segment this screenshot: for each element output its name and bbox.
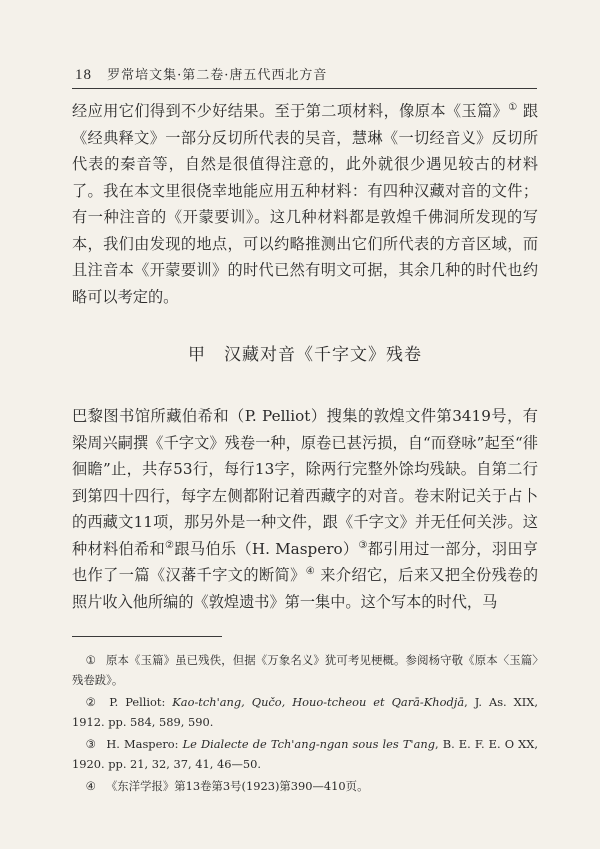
footnote-2 <box>72 692 538 732</box>
footnote-text: 《东洋学报》第13卷第3号(1923)第390—410页。 <box>105 779 369 793</box>
header-title: 罗常培文集·第二卷·唐五代西北方音 <box>107 68 328 83</box>
section-text-2: 跟马伯乐（H. Maspero） <box>174 539 359 558</box>
section-text-3: 都引用过一部分，羽田亨也作了一篇《汉蕃千字文的断简》 <box>72 539 539 585</box>
footnote-ref-3[interactable]: ③ <box>358 539 368 551</box>
section-paragraph <box>72 388 538 630</box>
footnote-1 <box>72 650 538 690</box>
footnote-ref-4[interactable]: ④ <box>305 566 316 578</box>
footnote-mark: ② <box>85 695 100 709</box>
section-text-1: 巴黎图书馆所藏伯希和（P. Pelliot）搜集的敦煌文件第3419号，有梁周兴嗣撰《千字文》残卷一种，原卷已甚污损，自“而登咏”起至“徘徊瞻”止，共存53行，每行13字，除两行完整外馀均残缺。自第二行到第四十四行，每字左侧都附记着西藏字的对音。卷末附记关于占卜的西藏文11项，那另外是一种文件，跟《千字文》并无任何关涉。这种材料伯希和 <box>72 407 538 558</box>
header-rule <box>72 88 537 89</box>
footnote-text: 原本《玉篇》虽已残佚，但据《万象名义》犹可考见梗概。参阅杨守敬《原本〈玉篇〉残卷跋》。 <box>72 653 538 687</box>
section-text-4: 来介绍它，后来又把全份残卷的照片收入他所编的《敦煌遗书》第一集中。这个写本的时代，马 <box>72 566 539 611</box>
footnote-work-title: Le Dialecte de Tch'ang-ngan sous les T'ang <box>182 737 435 751</box>
footnote-mark: ③ <box>85 737 97 751</box>
intro-text-2: 跟《经典释文》一部分反切所代表的吴音，慧琳《一切经音义》反切所代表的秦音等，自然是很值得注意的，此外就很少遇见较古的材料了。我在本文里很侥幸地能应用五种材料：有四种汉藏对音的文件；有一种注音的《开蒙要训》。这几种材料都是敦煌千佛洞所发现的写本，我们由发现的地点，可以约略推测出它们所代表的方音区域，而且注音本《开蒙要训》的时代已然有明文可据，其余几种的时代也约略可以考定的。 <box>72 102 539 306</box>
footnote-mark: ④ <box>85 779 96 793</box>
footnotes <box>72 650 538 798</box>
footnote-author: H. Maspero: <box>106 737 183 751</box>
footnote-author: P. Pelliot: <box>109 695 173 709</box>
footnote-mark: ① <box>85 653 97 667</box>
footnote-rule <box>72 636 222 637</box>
running-header <box>75 64 535 84</box>
footnote-work-title: Kao-tch'ang, Qučo, Houo-tcheou et Qarā-Khodjā <box>172 695 465 709</box>
footnote-citation: , B. E. F. E. O XX, 1920. pp. 21, 32, 37, 41, 46—50. <box>72 737 538 771</box>
footnote-3 <box>72 734 538 774</box>
intro-paragraph <box>72 98 538 310</box>
footnote-ref-1[interactable]: ① <box>508 101 518 113</box>
page-number: 18 <box>75 67 92 83</box>
footnote-4 <box>72 776 538 796</box>
intro-text-1: 经应用它们得到不少好结果。至于第二项材料，像原本《玉篇》 <box>72 102 509 120</box>
footnote-ref-2[interactable]: ② <box>165 539 175 551</box>
footnote-citation: , J. As. XIX, 1912. pp. 584, 589, 590. <box>72 695 538 729</box>
section-heading: 甲 汉藏对音《千字文》残卷 <box>188 345 422 365</box>
